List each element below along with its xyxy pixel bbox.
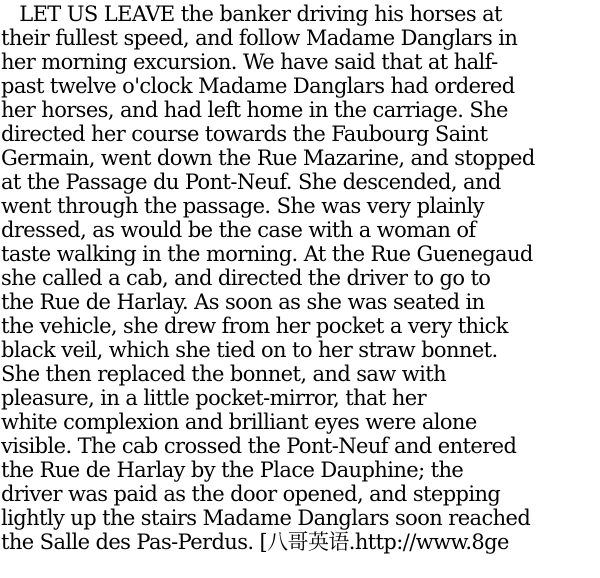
text-line: the Salle des Pas-Perdus. [八哥英语.http://www.8ge [1,530,509,554]
text-line: lightly up the stairs Madame Danglars soon reached [1,506,531,530]
text-line: She then replaced the bonnet, and saw with [1,362,447,386]
text-line: white complexion and brilliant eyes were alone [1,410,477,434]
text-line: the vehicle, she drew from her pocket a very thick [1,314,508,338]
text-line: her horses, and had left home in the carriage. She [1,98,508,122]
text-line: the Rue de Harlay by the Place Dauphine; the [1,458,464,482]
text-line: black veil, which she tied on to her straw bonnet. [1,338,498,362]
text-line: LET US LEAVE the banker driving his horses at [1,2,502,26]
text-line: she called a cab, and directed the driver to go to [1,266,491,290]
text-line: taste walking in the morning. At the Rue Guenegaud [1,242,533,266]
text-line: went through the passage. She was very plainly [1,194,484,218]
text-line: past twelve o'clock Madame Danglars had ordered [1,74,515,98]
text-line: visible. The cab crossed the Pont-Neuf and entered [1,434,517,458]
text-line: Germain, went down the Rue Mazarine, and stopped [1,146,535,170]
text-line: driver was paid as the door opened, and stepping [1,482,501,506]
text-line: dressed, as would be the case with a woman of [1,218,476,242]
text-line: her morning excursion. We have said that at half- [1,50,498,74]
text-line: their fullest speed, and follow Madame Danglars in [1,26,518,50]
text-line: the Rue de Harlay. As soon as she was seated in [1,290,485,314]
text-line: directed her course towards the Faubourg Saint [1,122,488,146]
text-line: at the Passage du Pont-Neuf. She descended, and [1,170,501,194]
text-line: pleasure, in a little pocket-mirror, that her [1,386,427,410]
